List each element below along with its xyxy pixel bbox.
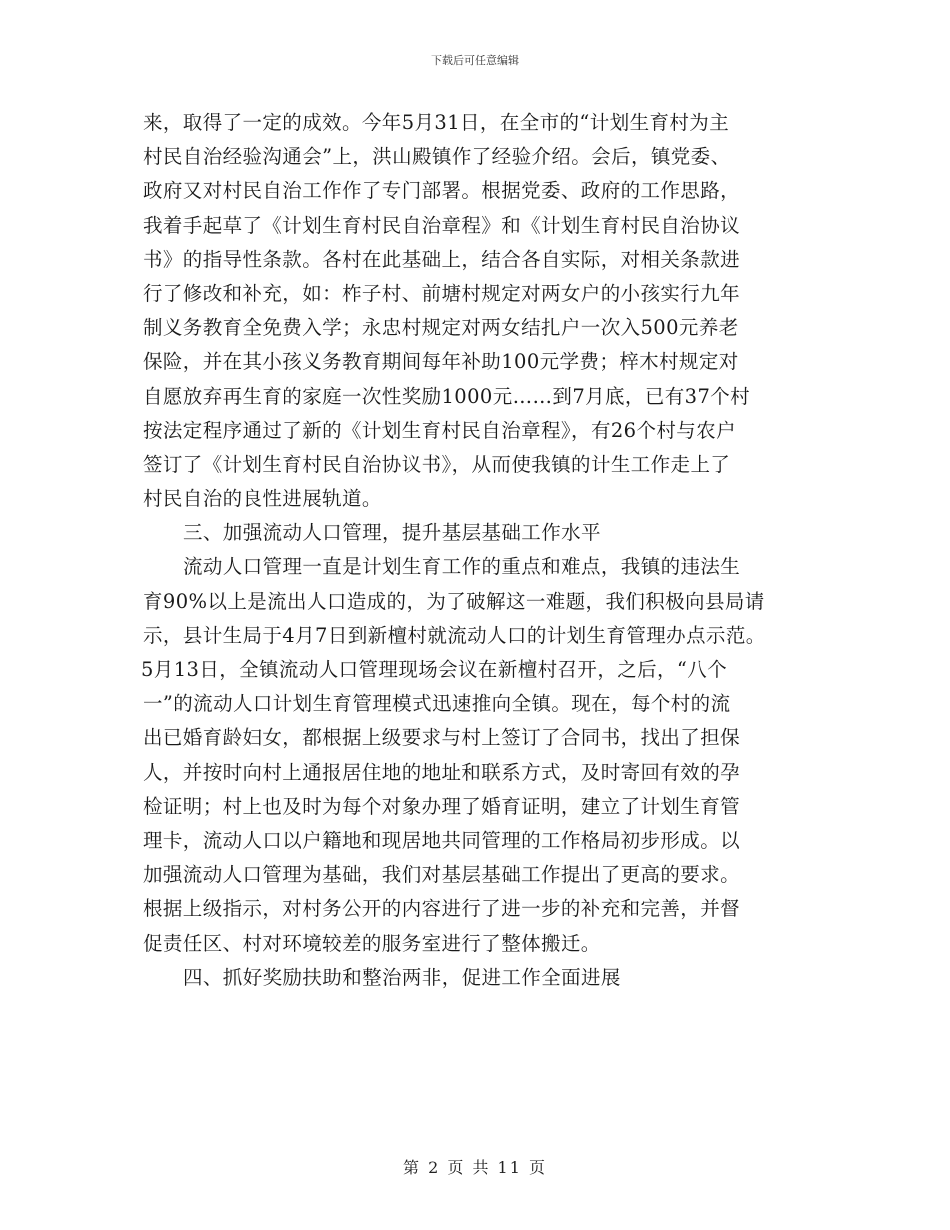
document-body <box>143 106 823 995</box>
text-line: 示，县计生局于4月7日到新檀村就流动人口的计划生育管理办点示范。 <box>143 623 766 647</box>
text-line: 行了修改和补充，如：柞子村、前塘村规定对两女户的小孩实行九年 <box>143 281 741 305</box>
page-header: 下载后可任意编辑 <box>431 54 519 67</box>
text-line: 育90%以上是流出人口造成的，为了破解这一难题，我们积极向县局请 <box>143 589 765 613</box>
text-line: 人，并按时向村上通报居住地的地址和联系方式，及时寄回有效的孕 <box>143 760 741 784</box>
text-line: 加强流动人口管理为基础，我们对基层基础工作提出了更高的要求。 <box>143 863 741 887</box>
page-footer: 第 2 页 共 11 页 <box>403 1158 547 1177</box>
text-line: 5月13日，全镇流动人口管理现场会议在新檀村召开，之后，“八个 <box>141 658 728 681</box>
text-line: 检证明；村上也及时为每个对象办理了婚育证明，建立了计划生育管 <box>143 794 741 818</box>
section-heading: 四、抓好奖励扶助和整治两非，促进工作全面进展 <box>183 965 621 989</box>
text-line: 根据上级指示，对村务公开的内容进行了进一步的补充和完善，并督 <box>143 897 741 921</box>
text-line: 我着手起草了《计划生育村民自治章程》和《计划生育村民自治协议 <box>143 213 741 237</box>
text-line: 村民自治的良性进展轨道。 <box>143 487 382 511</box>
text-line: 流动人口管理一直是计划生育工作的重点和难点，我镇的违法生 <box>183 555 741 579</box>
text-line: 理卡，流动人口以户籍地和现居地共同管理的工作格局初步形成。以 <box>143 828 741 852</box>
section-heading: 三、加强流动人口管理，提升基层基础工作水平 <box>183 521 601 545</box>
text-line: 制义务教育全免费入学；永忠村规定对两女结扎户一次入500元养老 <box>143 316 739 340</box>
text-line: 按法定程序通过了新的《计划生育村民自治章程》，有26个村与农户 <box>143 418 736 442</box>
text-line: 保险，并在其小孩义务教育期间每年补助100元学费；梓木村规定对 <box>143 350 739 374</box>
text-line: 书》的指导性条款。各村在此基础上，结合各自实际，对相关条款进 <box>143 247 741 271</box>
text-line: 自愿放弃再生育的家庭一次性奖励1000元……到7月底，已有37个村 <box>143 384 751 408</box>
text-line: 来，取得了一定的成效。今年5月31日，在全市的“计划生育村为主 <box>143 111 730 134</box>
text-line: 村民自治经验沟通会”上，洪山殿镇作了经验介绍。会后，镇党委、 <box>143 145 731 169</box>
text-line: 一”的流动人口计划生育管理模式迅速推向全镇。现在，每个村的流 <box>143 692 731 716</box>
text-line: 出已婚育龄妇女，都根据上级要求与村上签订了合同书，找出了担保 <box>143 726 741 750</box>
text-line: 促责任区、村对环境较差的服务室进行了整体搬迁。 <box>143 931 601 955</box>
text-line: 签订了《计划生育村民自治协议书》，从而使我镇的计生工作走上了 <box>143 452 731 476</box>
text-line: 政府又对村民自治工作作了专门部署。根据党委、政府的工作思路， <box>143 179 741 203</box>
